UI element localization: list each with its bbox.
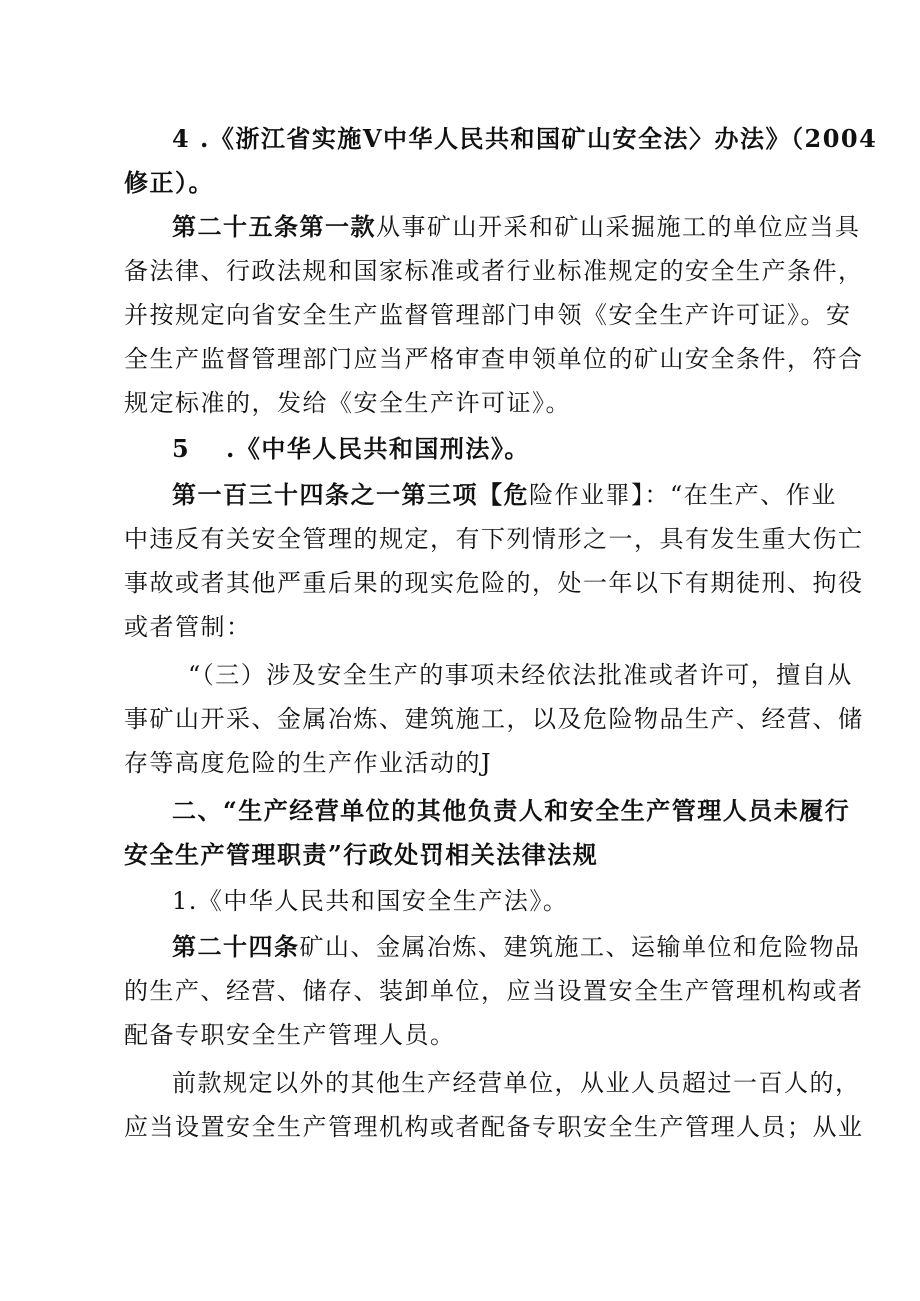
paragraph-other-units-line2: 应当设置安全生产管理机构或者配备专职安全生产管理人员；从业 xyxy=(124,1113,864,1141)
article-25-line3: 并按规定向省安全生产监督管理部门申领《安全生产许可证》。安 xyxy=(124,301,852,329)
article-25-line1 xyxy=(172,210,861,244)
article-134-text: 险作业罪】：“在生产、作业 xyxy=(529,481,837,509)
article-24-line2: 的生产、经营、储存、装卸单位，应当设置安全生产管理机构或者 xyxy=(124,977,864,1005)
article-25-heading: 第二十五条第一款 xyxy=(172,212,376,241)
article-25-line4: 全生产监督管理部门应当严格审查申领单位的矿山安全条件，符合 xyxy=(124,345,864,373)
law-title-zhejiang-line2: 修正）。 xyxy=(124,168,214,197)
item-3-line3: 存等高度危险的生产作业活动的J xyxy=(124,749,493,777)
article-24-heading: 第二十四条 xyxy=(172,932,300,961)
article-25-text: 从事矿山开采和矿山采掘施工的单位应当具 xyxy=(376,213,861,241)
article-24-text: 矿山、金属冶炼、建筑施工、运输单位和危险物品 xyxy=(299,933,861,961)
law-title-criminal: .《中华人民共和国刑法》。 xyxy=(226,434,530,463)
article-24-line1 xyxy=(172,930,861,964)
law-title-criminal-number: 5 xyxy=(172,434,191,463)
law-title-zhejiang-line1: 4 .《浙江省实施Ⅴ中华人民共和国矿山安全法〉办法》（2004 xyxy=(172,124,878,153)
article-24-line3: 配备专职安全生产管理人员。 xyxy=(124,1021,456,1049)
law-title-safety-production: 1.《中华人民共和国安全生产法》。 xyxy=(172,887,569,915)
paragraph-other-units-line1: 前款规定以外的其他生产经营单位，从业人员超过一百人的， xyxy=(172,1069,861,1097)
article-134-line4: 或者管制： xyxy=(124,613,252,641)
article-134-heading: 第一百三十四条之一第三项【危 xyxy=(172,480,529,509)
article-25-line2: 备法律、行政法规和国家标准或者行业标准规定的安全生产条件， xyxy=(124,257,864,285)
article-134-line1 xyxy=(172,478,837,512)
article-134-line2: 中违反有关安全管理的规定，有下列情形之一，具有发生重大伤亡 xyxy=(124,525,864,553)
article-134-line3: 事故或者其他严重后果的现实危险的，处一年以下有期徒刑、拘役 xyxy=(124,569,864,597)
item-3-line1: “（三）涉及安全生产的事项未经依法批准或者许可，擅自从 xyxy=(188,661,853,689)
section-two-heading-line2: 安全生产管理职责”行政处罚相关法律法规 xyxy=(124,840,599,869)
item-3-line2: 事矿山开采、金属冶炼、建筑施工，以及危险物品生产、经营、储 xyxy=(124,705,864,733)
section-two-heading-line1: 二、“生产经营单位的其他负责人和安全生产管理人员未履行 xyxy=(172,796,851,825)
article-25-line5: 规定标准的，发给《安全生产许可证》。 xyxy=(124,389,571,417)
